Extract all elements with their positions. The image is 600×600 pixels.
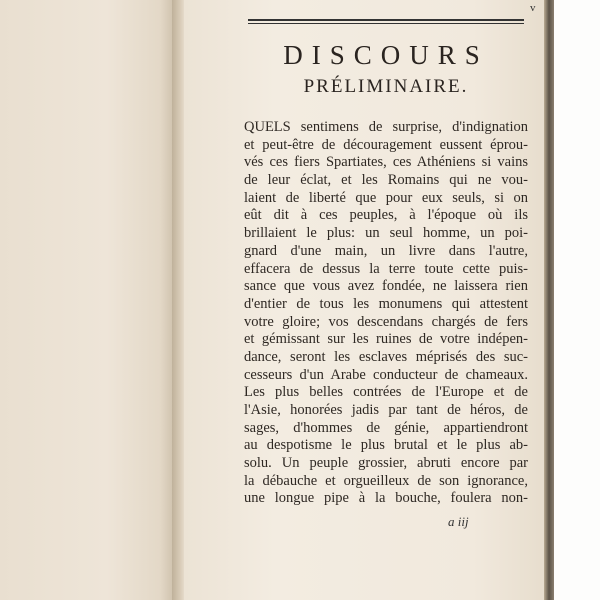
page-number: v xyxy=(530,2,536,14)
text-line: gnard d'une main, un livre dans l'autre, xyxy=(244,242,528,259)
text-line: laient de liberté que pour eux seuls, si on xyxy=(244,189,528,206)
body-text xyxy=(244,119,528,508)
left-page xyxy=(0,0,178,600)
text-line: dance, seront les esclaves méprisés des suc- xyxy=(244,348,528,365)
text-line: votre gloire; vos descendans chargés de fers xyxy=(244,313,528,330)
text-line: Les plus belles contrées de l'Europe et de xyxy=(244,384,528,401)
text-line: sance que vous avez fondée, ne laissera rien xyxy=(244,278,528,295)
signature-mark: a iij xyxy=(448,514,469,529)
text-line: de leur éclat, et les Romains qui ne vou- xyxy=(244,172,528,189)
text-line: l'Asie, honorées jadis par tant de héros, de xyxy=(244,402,528,418)
title-discours: DISCOURS xyxy=(283,40,489,70)
text-line: eût dit à ces peuples, à l'époque où ils xyxy=(244,207,528,224)
text-line: QUELS sentimens de surprise, d'indignation xyxy=(244,119,528,135)
text-line: au despotisme le plus brutal et le plus ab- xyxy=(244,437,528,454)
text-line: la débauche et orgueilleux de son ignorance, xyxy=(244,472,528,489)
text-line: et gémissant sur les ruines de votre indépen- xyxy=(244,331,528,348)
text-line: sages, d'hommes de génie, appartiendront xyxy=(244,419,528,436)
page-edge xyxy=(544,0,554,600)
text-line: solu. Un peuple grossier, abruti encore par xyxy=(244,455,528,472)
text-line: vés ces fiers Spartiates, ces Athéniens si vains xyxy=(244,154,528,171)
text-line: cesseurs d'un Arabe conducteur de chameaux. xyxy=(244,366,528,383)
text-line: une longue pipe à la bouche, foulera non- xyxy=(244,490,528,507)
text-line: brillaient le plus: un seul homme, un poi- xyxy=(244,225,528,242)
text-line: effacera de dessus la terre toute cette puis- xyxy=(244,260,528,277)
text-line: et peut-être de découragement eussent éprou- xyxy=(244,136,528,153)
text-line: d'entier de tous les monumens qui attestent xyxy=(244,295,528,312)
header-rule xyxy=(248,19,524,24)
title-preliminaire: PRÉLIMINAIRE. xyxy=(303,76,469,97)
